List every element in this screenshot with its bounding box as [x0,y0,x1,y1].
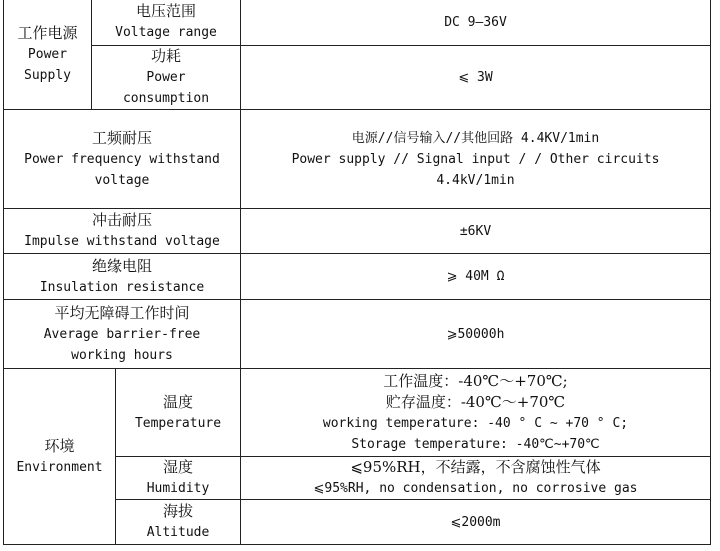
altitude-label [116,500,241,545]
power-supply-label-en-2: Supply [24,67,71,83]
frequency-value-1: 电源//信号输入//其他回路 4.4KV/1min [351,130,600,146]
humidity-label [116,457,241,500]
consumption-label-en-2: consumption [122,91,210,106]
temperature-value [241,369,711,457]
altitude-value: ⩽2000m [241,500,711,545]
mtbf-label-zh: 平均无障碍工作时间 [54,303,190,322]
consumption-value: ⩽ 3W [241,46,711,110]
insulation-row [4,254,711,300]
insulation-value: ⩾ 40M Ω [241,254,711,300]
humidity-value-2: ⩽95%RH, no condensation, no corrosive gas [313,481,638,496]
humidity-label-en: Humidity [146,481,210,496]
insulation-label-en: Insulation resistance [39,279,205,295]
temperature-label-zh: 温度 [162,392,193,411]
mtbf-label-en-1: Average barrier-free [43,326,201,342]
environment-label [4,369,116,545]
power-supply-label [4,0,92,110]
frequency-label-en-2: voltage [94,172,150,188]
impulse-label [4,209,241,254]
spec-table [3,0,711,545]
frequency-label-zh: 工频耐压 [91,128,152,147]
mtbf-label [4,300,241,369]
humidity-value-1: ⩽95%RH，不结露，不含腐蚀性气体 [350,458,601,476]
temperature-label-en: Temperature [134,415,222,431]
mtbf-label-en-2: working hours [71,347,173,363]
impulse-row [4,209,711,254]
mtbf-value: ⩾50000h [241,300,711,369]
consumption-row [4,46,711,110]
voltage-label-en: Voltage range [115,25,217,40]
temperature-row [4,369,711,457]
altitude-label-en: Altitude [146,525,210,540]
impulse-label-en: Impulse withstand voltage [24,234,220,249]
frequency-label-en-1: Power frequency withstand [24,151,220,167]
voltage-label-zh: 电压范围 [135,2,196,20]
power-supply-label-zh: 工作电源 [17,23,78,42]
environment-label-zh: 环境 [44,436,75,455]
insulation-label-zh: 绝缘电阻 [91,256,152,275]
voltage-row [4,0,711,46]
insulation-label [4,254,241,300]
frequency-value-2: Power supply // Signal input / / Other circuits [291,151,660,167]
impulse-value: ±6KV [241,209,711,254]
frequency-value [241,110,711,209]
frequency-value-3: 4.4kV/1min [436,172,515,188]
temperature-label [116,369,241,457]
consumption-label-en-1: Power [146,70,186,85]
voltage-label [92,0,241,46]
consumption-label [92,46,241,110]
temperature-value-3: working temperature: -40 ° C ~ +70 ° C; [322,415,629,431]
frequency-label [4,110,241,209]
humidity-value [241,457,711,500]
altitude-label-zh: 海拔 [162,502,193,520]
consumption-label-zh: 功耗 [150,47,181,65]
temperature-value-2: 贮存温度：-40℃～+70℃ [385,392,566,411]
humidity-label-zh: 湿度 [162,458,193,476]
impulse-label-zh: 冲击耐压 [91,211,152,229]
temperature-value-4: Storage temperature: -40℃~+70℃ [351,436,600,452]
mtbf-row [4,300,711,369]
power-supply-label-en-1: Power [27,46,68,62]
temperature-value-1: 工作温度：-40℃～+70℃; [383,371,568,390]
environment-label-en: Environment [16,459,103,475]
voltage-value: DC 9—36V [241,0,711,46]
frequency-row [4,110,711,209]
